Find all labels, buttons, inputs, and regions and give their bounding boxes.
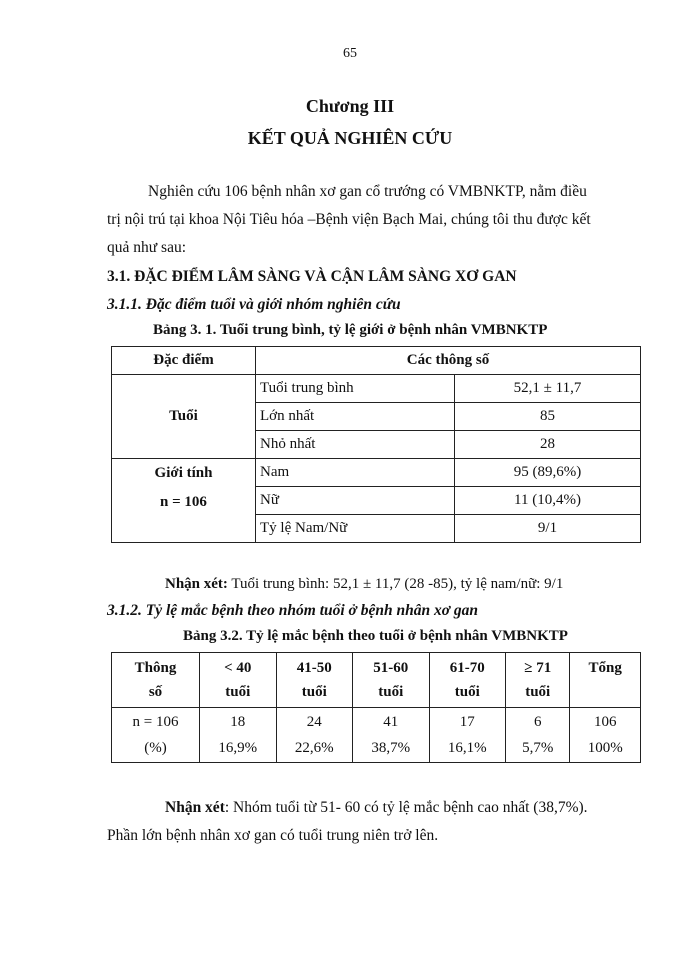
- table2-cell: 6 5,7%: [505, 708, 569, 763]
- remark-1-label: Nhận xét:: [165, 576, 228, 592]
- table2-caption: Bảng 3.2. Tỷ lệ mắc bệnh theo tuổi ở bệnh nhân VMBNKTP: [183, 628, 568, 644]
- table1-value: 95 (89,6%): [455, 459, 641, 487]
- table2-header: Tổng: [570, 653, 641, 708]
- table1-caption: Bảng 3. 1. Tuổi trung bình, tỷ lệ giới ở bệnh nhân VMBNKTP: [153, 322, 548, 338]
- table2-header: 61-70 tuổi: [429, 653, 505, 708]
- table-age-groups: [111, 652, 641, 763]
- table1-group-age: Tuổi: [112, 375, 256, 459]
- table1-group-sex: [112, 459, 256, 543]
- table1-label: Nhỏ nhất: [256, 431, 455, 459]
- table1-label: Nam: [256, 459, 455, 487]
- table1-group-sex-line1: Giới tính: [154, 465, 213, 481]
- table1-label: Lớn nhất: [256, 403, 455, 431]
- section-3-1-heading: 3.1. ĐẶC ĐIỂM LÂM SÀNG VÀ CẬN LÂM SÀNG XƠ GAN: [107, 268, 517, 285]
- chapter-title: KẾT QUẢ NGHIÊN CỨU: [247, 128, 453, 148]
- table1-value: 52,1 ± 11,7: [455, 375, 641, 403]
- table2-cell: 24 22,6%: [276, 708, 352, 763]
- section-3-1-1-heading: 3.1.1. Đặc điểm tuổi và giới nhóm nghiên cứu: [107, 296, 401, 313]
- table1-value: 28: [455, 431, 641, 459]
- table2-cell: 17 16,1%: [429, 708, 505, 763]
- table2-header: ≥ 71 tuổi: [505, 653, 569, 708]
- table2-header: < 40 tuổi: [200, 653, 276, 708]
- table1-label: Nữ: [256, 487, 455, 515]
- remark-2-line-2: Phần lớn bệnh nhân xơ gan có tuổi trung niên trở lên.: [107, 827, 439, 844]
- table1-header-params: Các thông số: [256, 347, 641, 375]
- table1-group-sex-line2: n = 106: [160, 494, 207, 510]
- page-number: 65: [343, 46, 357, 61]
- table2-cell: 18 16,9%: [200, 708, 276, 763]
- table2-header: Thông số: [112, 653, 200, 708]
- table2-header: 41-50 tuổi: [276, 653, 352, 708]
- table2-cell: 106 100%: [570, 708, 641, 763]
- table2-header: 51-60 tuổi: [353, 653, 429, 708]
- table1-header-feature: Đặc điểm: [112, 347, 256, 375]
- remark-1-text: Tuổi trung bình: 52,1 ± 11,7 (28 -85), tỷ lệ nam/nữ: 9/1: [227, 576, 564, 592]
- table2-cell: n = 106 (%): [112, 708, 200, 763]
- table2-cell: 41 38,7%: [353, 708, 429, 763]
- table1-value: 9/1: [455, 515, 641, 543]
- remark-2-line-1: [165, 794, 588, 822]
- chapter-label: Chương III: [305, 96, 395, 116]
- table1-label: Tuổi trung bình: [256, 375, 455, 403]
- section-3-1-2-heading: 3.1.2. Tỷ lệ mắc bệnh theo nhóm tuổi ở bệnh nhân xơ gan: [107, 602, 479, 619]
- intro-line-2: trị nội trú tại khoa Nội Tiêu hóa –Bệnh viện Bạch Mai, chúng tôi thu được kết: [107, 211, 591, 228]
- table-age-sex: [111, 346, 641, 543]
- table1-value: 85: [455, 403, 641, 431]
- intro-line-1: Nghiên cứu 106 bệnh nhân xơ gan cổ trướng có VMBNKTP, nằm điều: [148, 183, 587, 200]
- remark-1: [165, 576, 563, 593]
- remark-2-label: Nhận xét: [165, 799, 225, 816]
- remark-2-text: : Nhóm tuổi từ 51- 60 có tỷ lệ mắc bệnh cao nhất (38,7%).: [224, 799, 588, 816]
- table1-value: 11 (10,4%): [455, 487, 641, 515]
- table1-label: Tỷ lệ Nam/Nữ: [256, 515, 455, 543]
- intro-line-3: quả như sau:: [107, 239, 186, 256]
